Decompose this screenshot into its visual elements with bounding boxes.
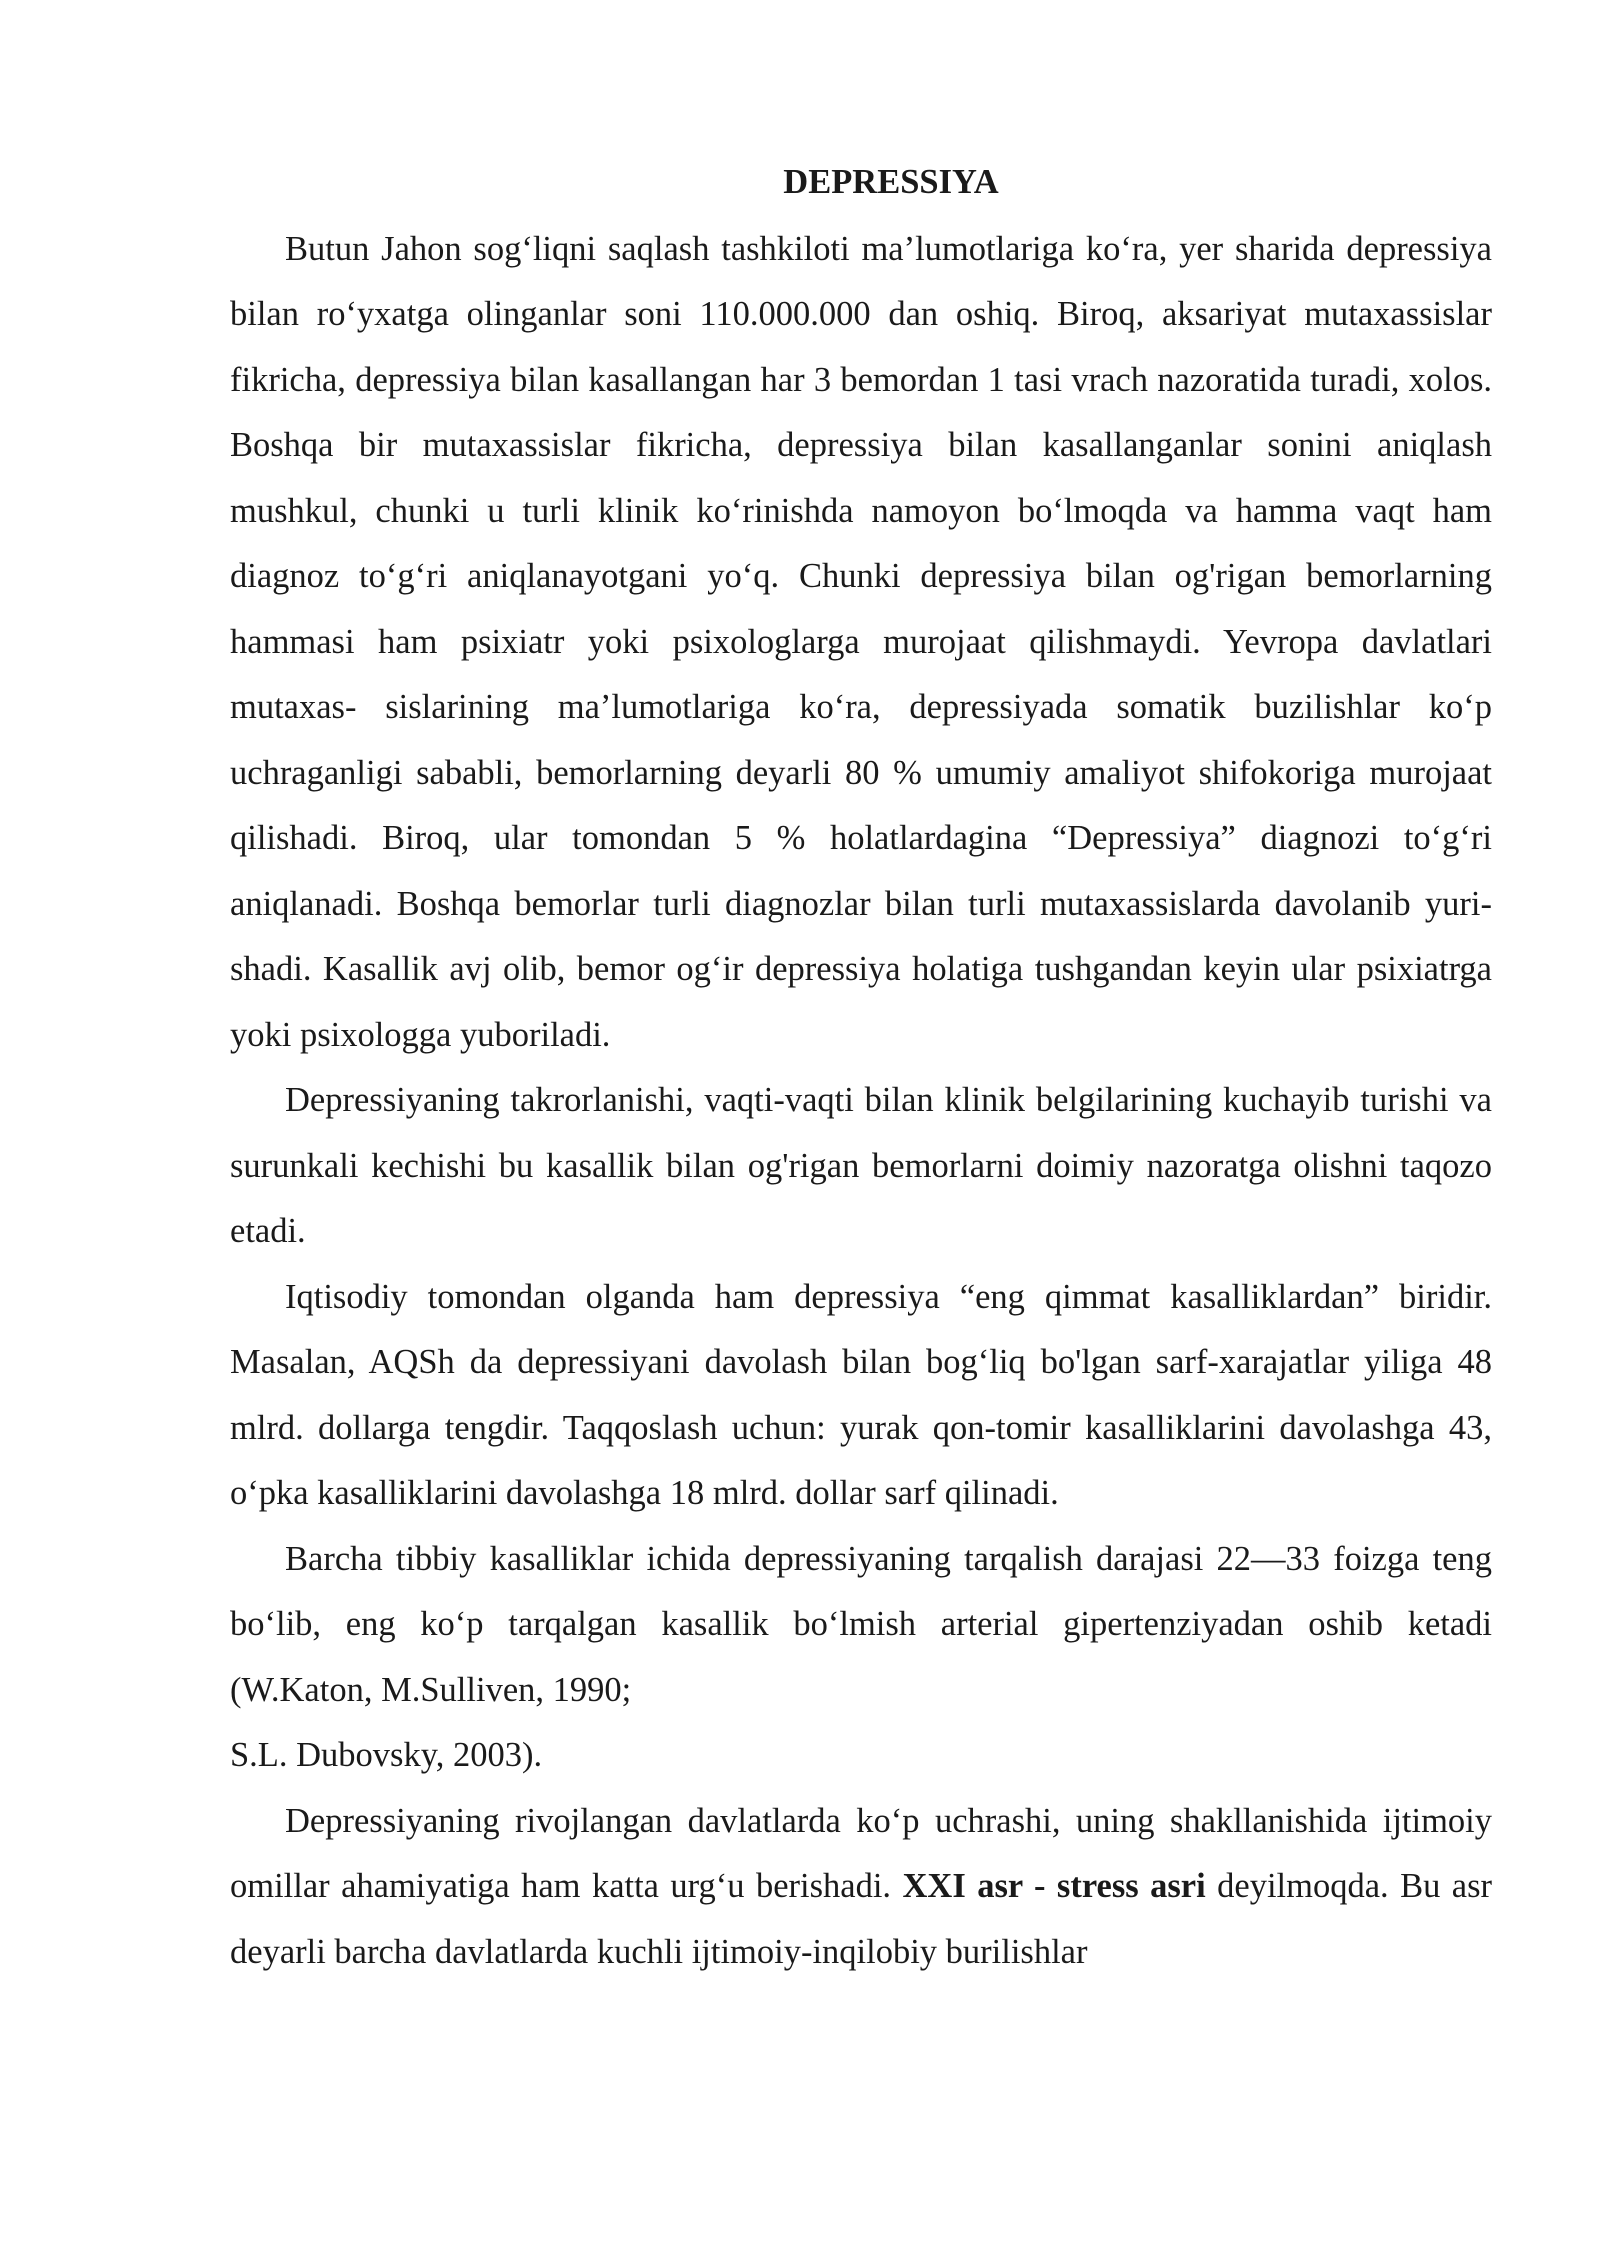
paragraph-6-text-start: Depressiyaning rivojlangan davlatlarda ko‘p uchrashi, uning shakllanishida ijtimoiy omillar ahamiyatiga ham katta urg‘u berishadi. [230, 1801, 1492, 1905]
paragraph-2: Depressiyaning takrorlanishi, vaqti-vaqti bilan klinik belgilarining kuchayib turishi va surunkali kechishi bu kasallik bilan og'rigan bemorlarni doimiy nazoratga olishni taqozo etadi. [230, 1081, 1492, 1250]
document-page [230, 150, 1492, 1985]
document-title: DEPRESSIYA [783, 163, 999, 201]
paragraph-5-citation: S.L. Dubovsky, 2003). [230, 1736, 543, 1774]
paragraph-1: Butun Jahon sog‘liqni saqlash tashkiloti ma’lumotlariga ko‘ra, yer sharida depressiya bilan ro‘yxatga olinganlar soni 110.000.000 dan oshiq. Biroq, aksariyat mutaxassislar fikricha, depressiya bilan kasallangan har 3 bemordan 1 tasi vrach nazoratida turadi, xolos. Boshqa bir mutaxassislar fikricha, depressiya bilan kasallanganlar sonini aniqlash mushkul, chunki u turli klinik ko‘rinishda namoyon bo‘lmoqda va hamma vaqt ham diagnoz to‘g‘ri aniqlanayotgani yo‘q. Chunki depressiya bilan og'rigan bemorlarning hammasi ham psixiatr yoki psixologlarga murojaat qilishmaydi. Yevropa davlatlari mutaxas- sislarining ma’lumotlariga ko‘ra, depressiyada somatik buzilishlar ko‘p uchraganligi sababli, bemorlarning deyarli 80 % umumiy amaliyot shifokoriga murojaat qilishadi. Biroq, ular tomondan 5 % holatlardagina “Depressiya” diagnozi to‘g‘ri aniqlanadi. Boshqa bemorlar turli diagnozlar bilan turli mutaxassislarda davolanib yuri- shadi. Kasallik avj olib, bemor og‘ir depressiya holatiga tushgandan keyin ular psixiatrga yoki psixologga yuboriladi. [230, 229, 1492, 1054]
paragraph-3: Iqtisodiy tomondan olganda ham depressiya “eng qimmat kasalliklardan” biridir. Masalan, AQSh da depressiyani davolash bilan bog‘liq bo'lgan sarf-xarajatlar yiliga 48 mlrd. dollarga tengdir. Taqqoslash uchun: yurak qon-tomir kasalliklarini davolashga 43, o‘pka kasalliklarini davolashga 18 mlrd. dollar sarf qilinadi. [230, 1277, 1492, 1512]
paragraph-4: Barcha tibbiy kasalliklar ichida depressiyaning tarqalish darajasi 22—33 foizga teng bo‘lib, eng ko‘p tarqalgan kasallik bo‘lmish arterial gipertenziyadan oshib ketadi (W.Katon, M.Sulliven, 1990; [230, 1539, 1492, 1709]
paragraph-6 [230, 1789, 1492, 1986]
paragraph-6-bold-phrase: XXI asr - stress asri [902, 1867, 1206, 1905]
paragraph-6-text-end: deyilmoqda. Bu asr deyarli barcha davlatlarda kuchli ijtimoiy-inqilobiy burilishlar [230, 1867, 1493, 1971]
